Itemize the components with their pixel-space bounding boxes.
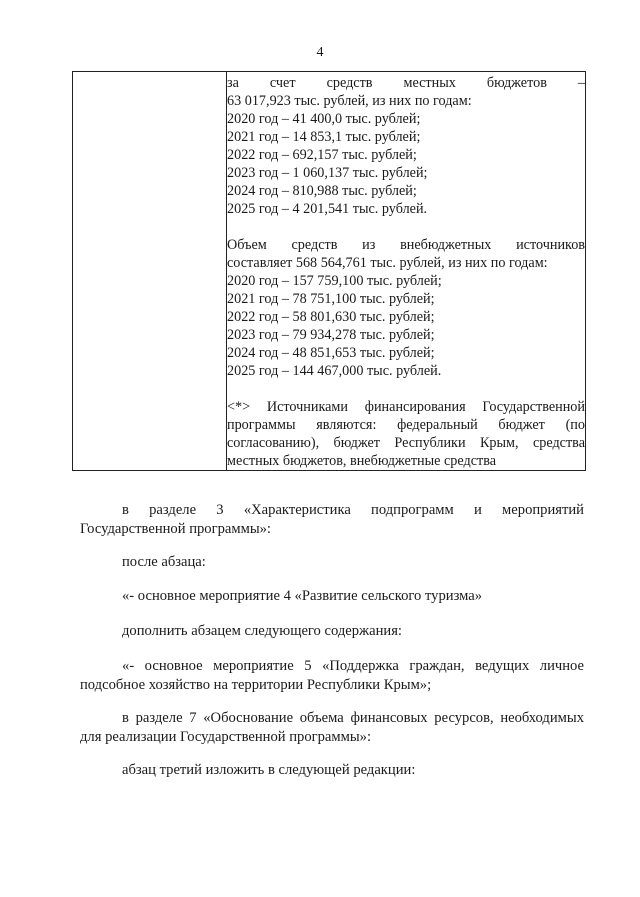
local-budget-block [227, 74, 585, 218]
note-line: местных бюджетов, внебюджетные средства [227, 453, 497, 469]
note-line: программы являются: федеральный бюджет (по [227, 417, 585, 433]
paragraph-line: дополнить абзацем следующего содержания: [122, 623, 402, 639]
spacer [227, 218, 585, 236]
paragraph-line: в разделе 3 «Характеристика подпрограмм и мероприятий [122, 502, 584, 518]
spacer [227, 380, 585, 398]
extrabudget-year: 2021 год – 78 751,100 тыс. рублей; [227, 291, 435, 307]
extrabudget-year: 2022 год – 58 801,630 тыс. рублей; [227, 309, 435, 325]
paragraph-add [80, 622, 584, 641]
extrabudget-year: 2024 год – 48 851,653 тыс. рублей; [227, 345, 435, 361]
extrabudget-year: 2020 год – 157 759,100 тыс. рублей; [227, 273, 442, 289]
local-budget-year: 2022 год – 692,157 тыс. рублей; [227, 147, 417, 163]
local-budget-year: 2023 год – 1 060,137 тыс. рублей; [227, 165, 428, 181]
local-budget-year: 2020 год – 41 400,0 тыс. рублей; [227, 111, 421, 127]
table-row [73, 72, 586, 471]
paragraph-quote-measure-4 [80, 587, 584, 606]
paragraph-line: для реализации Государственной программы»: [80, 729, 372, 745]
table-cell-left [73, 72, 227, 471]
paragraph-line: подсобное хозяйство на территории Республики Крым»; [80, 677, 432, 693]
paragraph-line: Государственной программы»: [80, 521, 271, 537]
local-budget-year: 2021 год – 14 853,1 тыс. рублей; [227, 129, 421, 145]
page-number: 4 [316, 45, 324, 60]
local-budget-total: 63 017,923 тыс. рублей, из них по годам: [227, 93, 472, 109]
local-budget-year: 2024 год – 810,988 тыс. рублей; [227, 183, 417, 199]
extrabudget-heading: Объем средств из внебюджетных источников [227, 237, 585, 253]
financing-text [227, 72, 585, 470]
extrabudget-block [227, 236, 585, 380]
financing-table [72, 71, 586, 471]
funding-sources-note [227, 398, 585, 470]
paragraph-line: «- основное мероприятие 4 «Развитие сельского туризма» [122, 588, 483, 604]
paragraph-line: «- основное мероприятие 5 «Поддержка граждан, ведущих личное [122, 658, 584, 674]
local-budget-year: 2025 год – 4 201,541 тыс. рублей. [227, 201, 428, 217]
paragraph-after [80, 553, 584, 572]
paragraph-line: после абзаца: [122, 554, 206, 570]
paragraph-line: в разделе 7 «Обоснование объема финансовых ресурсов, необходимых [122, 710, 584, 726]
paragraph-line: абзац третий изложить в следующей редакции: [122, 762, 416, 778]
local-budget-heading: за счет средств местных бюджетов – [227, 75, 585, 91]
paragraph-section-7 [80, 709, 584, 747]
paragraph-edit [80, 761, 584, 780]
paragraph-section-3 [80, 501, 584, 539]
table-cell-right [227, 72, 586, 471]
extrabudget-year: 2025 год – 144 467,000 тыс. рублей. [227, 363, 442, 379]
note-line: согласованию), бюджет Республики Крым, средства [227, 435, 585, 451]
paragraph-quote-measure-5 [80, 657, 584, 695]
extrabudget-year: 2023 год – 79 934,278 тыс. рублей; [227, 327, 435, 343]
note-line: <*> Источниками финансирования Государственной [227, 399, 585, 415]
extrabudget-total: составляет 568 564,761 тыс. рублей, из них по годам: [227, 255, 548, 271]
